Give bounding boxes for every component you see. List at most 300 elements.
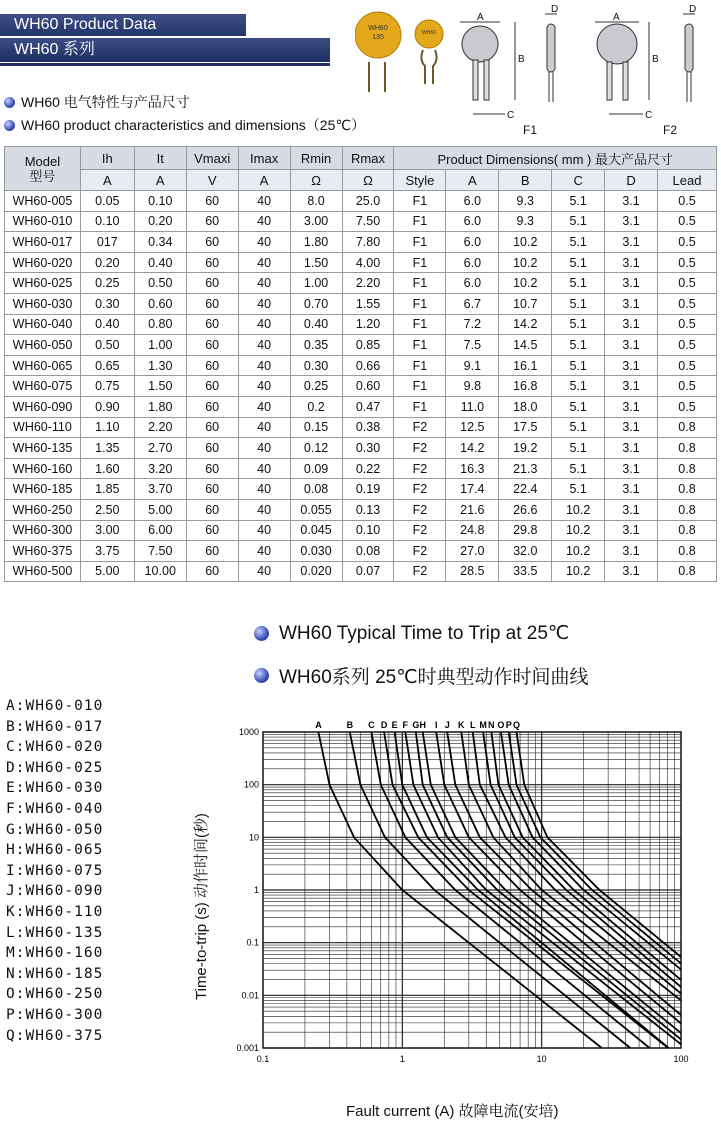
table-cell: 10.2 [552, 541, 605, 562]
th-dimensions: Product Dimensions( mm ) 最大产品尺寸 [394, 147, 717, 170]
series-label-N: N [488, 720, 495, 730]
table-cell: 3.75 [80, 541, 134, 562]
table-cell: WH60-025 [5, 273, 81, 294]
table-cell: 2.20 [342, 273, 394, 294]
header-title-en: WH60 Product Data [0, 14, 246, 36]
table-cell: 0.19 [342, 479, 394, 500]
table-cell: 60 [186, 499, 238, 520]
table-cell: 6.0 [446, 232, 499, 253]
th-unit-ih: A [80, 170, 134, 191]
table-cell: WH60-500 [5, 561, 81, 582]
table-cell: 40 [238, 273, 290, 294]
table-cell: 60 [186, 438, 238, 459]
th-model: Model 型号 [5, 147, 81, 191]
table-cell: 3.1 [605, 252, 658, 273]
table-cell: 7.80 [342, 232, 394, 253]
table-cell: 60 [186, 561, 238, 582]
table-cell: WH60-010 [5, 211, 81, 232]
table-cell: 60 [186, 314, 238, 335]
table-cell: 1.80 [134, 396, 186, 417]
table-cell: 5.1 [552, 252, 605, 273]
table-cell: 0.30 [80, 293, 134, 314]
th-it: It [134, 147, 186, 170]
table-cell: 40 [238, 520, 290, 541]
table-cell: 2.50 [80, 499, 134, 520]
table-cell: 60 [186, 252, 238, 273]
table-cell: 3.70 [134, 479, 186, 500]
table-cell: 40 [238, 376, 290, 397]
table-cell: 0.030 [290, 541, 342, 562]
legend-item: Q:WH60-375 [6, 1027, 104, 1044]
table-cell: 0.40 [290, 314, 342, 335]
table-cell: 5.1 [552, 314, 605, 335]
table-cell: 16.1 [499, 355, 552, 376]
y-tick-label: 1000 [238, 727, 259, 737]
table-cell: 19.2 [499, 438, 552, 459]
table-cell: 0.85 [342, 335, 394, 356]
table-cell: 40 [238, 211, 290, 232]
chart-title-cn-text: WH60系列 25℃时典型动作时间曲线 [279, 667, 589, 688]
table-cell: 5.1 [552, 335, 605, 356]
table-cell: 0.10 [134, 191, 186, 212]
table-cell: 1.50 [134, 376, 186, 397]
series-label-F: F [402, 720, 409, 730]
table-cell: 5.1 [552, 232, 605, 253]
component-mark: WH60 [368, 25, 388, 32]
table-cell: 0.8 [658, 417, 717, 438]
table-cell: 1.85 [80, 479, 134, 500]
table-cell: 40 [238, 335, 290, 356]
table-cell: 6.0 [446, 211, 499, 232]
table-cell: WH60-017 [5, 232, 81, 253]
table-cell: 0.8 [658, 479, 717, 500]
table-cell: 40 [238, 355, 290, 376]
table-cell: WH60-375 [5, 541, 81, 562]
table-cell: 29.8 [499, 520, 552, 541]
table-cell: 0.15 [290, 417, 342, 438]
table-cell: 40 [238, 438, 290, 459]
table-cell: 16.3 [446, 458, 499, 479]
table-cell: 3.1 [605, 211, 658, 232]
table-cell: 3.1 [605, 417, 658, 438]
table-cell: 0.40 [80, 314, 134, 335]
table-cell: F2 [394, 541, 446, 562]
th-style: Style [394, 170, 446, 191]
series-label-D: D [380, 720, 388, 730]
th-unit-imax: A [238, 170, 290, 191]
table-cell: 3.1 [605, 376, 658, 397]
table-cell: 10.2 [552, 520, 605, 541]
table-cell: 0.50 [134, 273, 186, 294]
table-cell: 0.47 [342, 396, 394, 417]
table-cell: 0.22 [342, 458, 394, 479]
table-cell: 21.3 [499, 458, 552, 479]
table-cell: 0.12 [290, 438, 342, 459]
legend-item: L:WH60-135 [6, 924, 104, 941]
table-cell: 0.60 [342, 376, 394, 397]
table-cell: F2 [394, 499, 446, 520]
table-cell: 1.30 [134, 355, 186, 376]
table-cell: 7.5 [446, 335, 499, 356]
table-cell: WH60-160 [5, 458, 81, 479]
table-cell: 0.5 [658, 191, 717, 212]
table-cell: 0.75 [80, 376, 134, 397]
table-cell: WH60-185 [5, 479, 81, 500]
table-cell: WH60-005 [5, 191, 81, 212]
table-cell: WH60-300 [5, 520, 81, 541]
table-cell: 11.0 [446, 396, 499, 417]
table-cell: F1 [394, 355, 446, 376]
table-cell: 27.0 [446, 541, 499, 562]
table-cell: F2 [394, 417, 446, 438]
table-cell: 2.70 [134, 438, 186, 459]
component-small-mark: WH60 [422, 30, 436, 36]
table-cell: F2 [394, 561, 446, 582]
table-cell: 0.5 [658, 232, 717, 253]
legend-item: E:WH60-030 [6, 780, 104, 797]
table-cell: 5.1 [552, 211, 605, 232]
legend-item: H:WH60-065 [6, 842, 104, 859]
dim-label-c1: C [507, 110, 515, 121]
table-cell: F1 [394, 314, 446, 335]
th-lead: Lead [658, 170, 717, 191]
table-cell: 28.5 [446, 561, 499, 582]
dim-label-b2: B [652, 54, 659, 65]
table-cell: 1.50 [290, 252, 342, 273]
table-cell: 40 [238, 396, 290, 417]
table-cell: WH60-090 [5, 396, 81, 417]
table-cell: F2 [394, 520, 446, 541]
table-cell: 6.0 [446, 252, 499, 273]
table-cell: WH60-050 [5, 335, 81, 356]
table-cell: WH60-110 [5, 417, 81, 438]
legend-item: C:WH60-020 [6, 739, 104, 756]
table-cell: 3.1 [605, 191, 658, 212]
table-cell: 14.2 [499, 314, 552, 335]
x-axis-label: Fault current (A) 故障电流(安培) [346, 1103, 559, 1120]
series-label-K: K [458, 720, 465, 730]
table-cell: WH60-135 [5, 438, 81, 459]
table-cell: 32.0 [499, 541, 552, 562]
table-cell: 5.1 [552, 355, 605, 376]
table-cell: 33.5 [499, 561, 552, 582]
table-cell: 40 [238, 479, 290, 500]
table-cell: 3.00 [290, 211, 342, 232]
table-cell: 3.1 [605, 335, 658, 356]
table-cell: 6.00 [134, 520, 186, 541]
th-ih: Ih [80, 147, 134, 170]
table-cell: 0.5 [658, 355, 717, 376]
series-label-Q: Q [513, 720, 521, 730]
table-cell: 60 [186, 355, 238, 376]
table-cell: 0.5 [658, 335, 717, 356]
legend-item: F:WH60-040 [6, 800, 104, 817]
table-cell: F1 [394, 252, 446, 273]
table-cell: 60 [186, 211, 238, 232]
table-cell: 60 [186, 479, 238, 500]
table-cell: 10.00 [134, 561, 186, 582]
table-cell: 60 [186, 458, 238, 479]
table-cell: 1.10 [80, 417, 134, 438]
table-cell: 0.25 [290, 376, 342, 397]
table-cell: 0.10 [342, 520, 394, 541]
table-cell: 0.20 [134, 211, 186, 232]
series-label-G: G [412, 720, 420, 730]
th-rmax: Rmax [342, 147, 394, 170]
table-cell: 0.2 [290, 396, 342, 417]
table-cell: 0.30 [290, 355, 342, 376]
legend-item: K:WH60-110 [6, 903, 104, 920]
figure-label-f1: F1 [523, 123, 538, 137]
table-cell: 1.20 [342, 314, 394, 335]
table-cell: 017 [80, 232, 134, 253]
table-cell: 5.00 [134, 499, 186, 520]
y-tick-label: 1 [253, 885, 259, 895]
table-cell: 3.1 [605, 499, 658, 520]
header-title-cn: WH60 系列 [0, 38, 330, 62]
series-label-I: I [434, 720, 438, 730]
table-cell: 5.1 [552, 417, 605, 438]
table-cell: 0.8 [658, 561, 717, 582]
table-cell: 40 [238, 561, 290, 582]
dim-label-c2: C [645, 110, 653, 121]
table-cell: 0.08 [290, 479, 342, 500]
table-cell: 40 [238, 499, 290, 520]
th-rmin: Rmin [290, 147, 342, 170]
th-unit-it: A [134, 170, 186, 191]
table-cell: 5.1 [552, 376, 605, 397]
table-cell: 10.2 [552, 561, 605, 582]
table-cell: 0.8 [658, 520, 717, 541]
legend-item: G:WH60-050 [6, 821, 104, 838]
table-cell: 40 [238, 252, 290, 273]
dim-label-d1: D [551, 4, 559, 15]
legend-item: I:WH60-075 [6, 862, 104, 879]
table-cell: F1 [394, 396, 446, 417]
table-cell: 60 [186, 541, 238, 562]
table-cell: 40 [238, 417, 290, 438]
table-cell: 5.1 [552, 293, 605, 314]
table-cell: 17.5 [499, 417, 552, 438]
table-cell: 9.3 [499, 211, 552, 232]
y-axis-label: Time-to-trip (s) 动作时间(秒) [193, 813, 210, 1000]
table-cell: 60 [186, 232, 238, 253]
table-cell: 5.1 [552, 479, 605, 500]
x-tick-label: 100 [673, 1054, 689, 1064]
series-label-H: H [419, 720, 426, 730]
table-cell: 3.1 [605, 232, 658, 253]
table-cell: 0.8 [658, 458, 717, 479]
table-cell: 7.50 [342, 211, 394, 232]
table-cell: 3.20 [134, 458, 186, 479]
x-tick-label: 10 [536, 1054, 547, 1064]
table-cell: 1.00 [290, 273, 342, 294]
table-cell: 0.70 [290, 293, 342, 314]
y-tick-label: 10 [248, 832, 259, 843]
table-cell: F1 [394, 273, 446, 294]
table-cell: 60 [186, 191, 238, 212]
table-cell: 0.50 [80, 335, 134, 356]
series-label-B: B [346, 720, 354, 730]
table-cell: 40 [238, 314, 290, 335]
table-cell: 5.1 [552, 191, 605, 212]
table-cell: 5.1 [552, 438, 605, 459]
figure-label-f2: F2 [663, 123, 678, 137]
table-cell: 0.20 [80, 252, 134, 273]
table-cell: 5.00 [80, 561, 134, 582]
table-cell: 60 [186, 520, 238, 541]
table-cell: 0.8 [658, 499, 717, 520]
table-cell: 6.0 [446, 191, 499, 212]
series-label-P: P [505, 720, 512, 730]
table-cell: 10.2 [499, 273, 552, 294]
table-cell: 3.1 [605, 458, 658, 479]
table-cell: 1.35 [80, 438, 134, 459]
table-cell: 0.5 [658, 396, 717, 417]
table-cell: 40 [238, 541, 290, 562]
table-cell: 60 [186, 396, 238, 417]
table-cell: 0.07 [342, 561, 394, 582]
table-cell: 6.7 [446, 293, 499, 314]
table-cell: F1 [394, 232, 446, 253]
table-cell: 0.5 [658, 252, 717, 273]
table-cell: 0.5 [658, 273, 717, 294]
th-b: B [499, 170, 552, 191]
table-cell: 9.1 [446, 355, 499, 376]
th-unit-rmax: Ω [342, 170, 394, 191]
table-cell: 17.4 [446, 479, 499, 500]
table-cell: WH60-040 [5, 314, 81, 335]
table-cell: WH60-250 [5, 499, 81, 520]
legend-item: M:WH60-160 [6, 945, 104, 962]
table-cell: 0.90 [80, 396, 134, 417]
table-cell: 22.4 [499, 479, 552, 500]
table-cell: 5.1 [552, 458, 605, 479]
table-cell: 0.10 [80, 211, 134, 232]
bullet-cn-text: WH60 电气特性与产品尺寸 [21, 94, 190, 110]
table-cell: 60 [186, 335, 238, 356]
table-cell: 24.8 [446, 520, 499, 541]
table-cell: 0.30 [342, 438, 394, 459]
table-cell: WH60-030 [5, 293, 81, 314]
table-cell: 7.50 [134, 541, 186, 562]
th-imax: Imax [238, 147, 290, 170]
table-cell: 0.34 [134, 232, 186, 253]
table-cell: 0.08 [342, 541, 394, 562]
table-cell: 14.5 [499, 335, 552, 356]
series-label-O: O [497, 720, 505, 730]
table-cell: 60 [186, 293, 238, 314]
table-cell: 3.1 [605, 396, 658, 417]
table-cell: 5.1 [552, 273, 605, 294]
table-cell: 0.65 [80, 355, 134, 376]
dim-label-b1: B [518, 54, 525, 65]
table-cell: 3.1 [605, 355, 658, 376]
table-cell: 0.09 [290, 458, 342, 479]
legend-item: B:WH60-017 [6, 718, 104, 735]
table-cell: 10.2 [552, 499, 605, 520]
table-cell: 14.2 [446, 438, 499, 459]
table-cell: 3.1 [605, 314, 658, 335]
series-label-J: J [444, 720, 450, 730]
chart-title-en-text: WH60 Typical Time to Trip at 25℃ [279, 623, 570, 644]
series-label-M: M [479, 720, 487, 730]
legend-item: P:WH60-300 [6, 1006, 104, 1023]
y-tick-label: 0.001 [236, 1043, 259, 1053]
table-cell: F1 [394, 211, 446, 232]
table-cell: 3.1 [605, 561, 658, 582]
table-cell: 21.6 [446, 499, 499, 520]
table-cell: 1.55 [342, 293, 394, 314]
table-cell: 0.60 [134, 293, 186, 314]
table-cell: 0.8 [658, 541, 717, 562]
table-cell: 7.2 [446, 314, 499, 335]
table-cell: 0.5 [658, 314, 717, 335]
table-cell: 40 [238, 293, 290, 314]
table-cell: 4.00 [342, 252, 394, 273]
table-cell: 3.00 [80, 520, 134, 541]
table-cell: 1.80 [290, 232, 342, 253]
table-cell: 0.020 [290, 561, 342, 582]
series-label-L: L [469, 720, 476, 730]
table-cell: 0.35 [290, 335, 342, 356]
table-cell: 8.0 [290, 191, 342, 212]
table-cell: 40 [238, 191, 290, 212]
table-cell: 9.8 [446, 376, 499, 397]
th-unit-vmax: V [186, 170, 238, 191]
x-tick-label: 0.1 [256, 1054, 270, 1064]
table-cell: 3.1 [605, 273, 658, 294]
table-cell: 40 [238, 232, 290, 253]
table-cell: 40 [238, 458, 290, 479]
series-label-A: A [315, 720, 322, 730]
x-tick-label: 1 [399, 1054, 405, 1064]
table-cell: F1 [394, 376, 446, 397]
dim-label-a1: A [477, 12, 484, 23]
table-cell: 10.2 [499, 232, 552, 253]
table-cell: 0.40 [134, 252, 186, 273]
th-unit-rmin: Ω [290, 170, 342, 191]
legend-item: A:WH60-010 [6, 698, 104, 714]
y-tick-label: 0.01 [241, 990, 259, 1001]
bullet-en-text: WH60 product characteristics and dimensions（25℃） [21, 117, 366, 133]
table-cell: 5.1 [552, 396, 605, 417]
table-cell: 0.8 [658, 438, 717, 459]
table-cell: 10.7 [499, 293, 552, 314]
table-cell: WH60-065 [5, 355, 81, 376]
table-cell: F1 [394, 335, 446, 356]
table-cell: 10.2 [499, 252, 552, 273]
table-cell: WH60-075 [5, 376, 81, 397]
table-cell: 0.80 [134, 314, 186, 335]
th-c: C [552, 170, 605, 191]
table-cell: 16.8 [499, 376, 552, 397]
table-cell: 0.5 [658, 293, 717, 314]
dim-label-d2: D [689, 4, 697, 15]
table-cell: 25.0 [342, 191, 394, 212]
table-cell: 0.045 [290, 520, 342, 541]
th-a: A [446, 170, 499, 191]
table-cell: F1 [394, 191, 446, 212]
table-cell: 12.5 [446, 417, 499, 438]
table-cell: 0.05 [80, 191, 134, 212]
table-cell: 3.1 [605, 541, 658, 562]
table-cell: 60 [186, 376, 238, 397]
y-tick-label: 0.1 [246, 937, 259, 948]
table-cell: 6.0 [446, 273, 499, 294]
y-tick-label: 100 [243, 779, 259, 790]
table-cell: F2 [394, 438, 446, 459]
